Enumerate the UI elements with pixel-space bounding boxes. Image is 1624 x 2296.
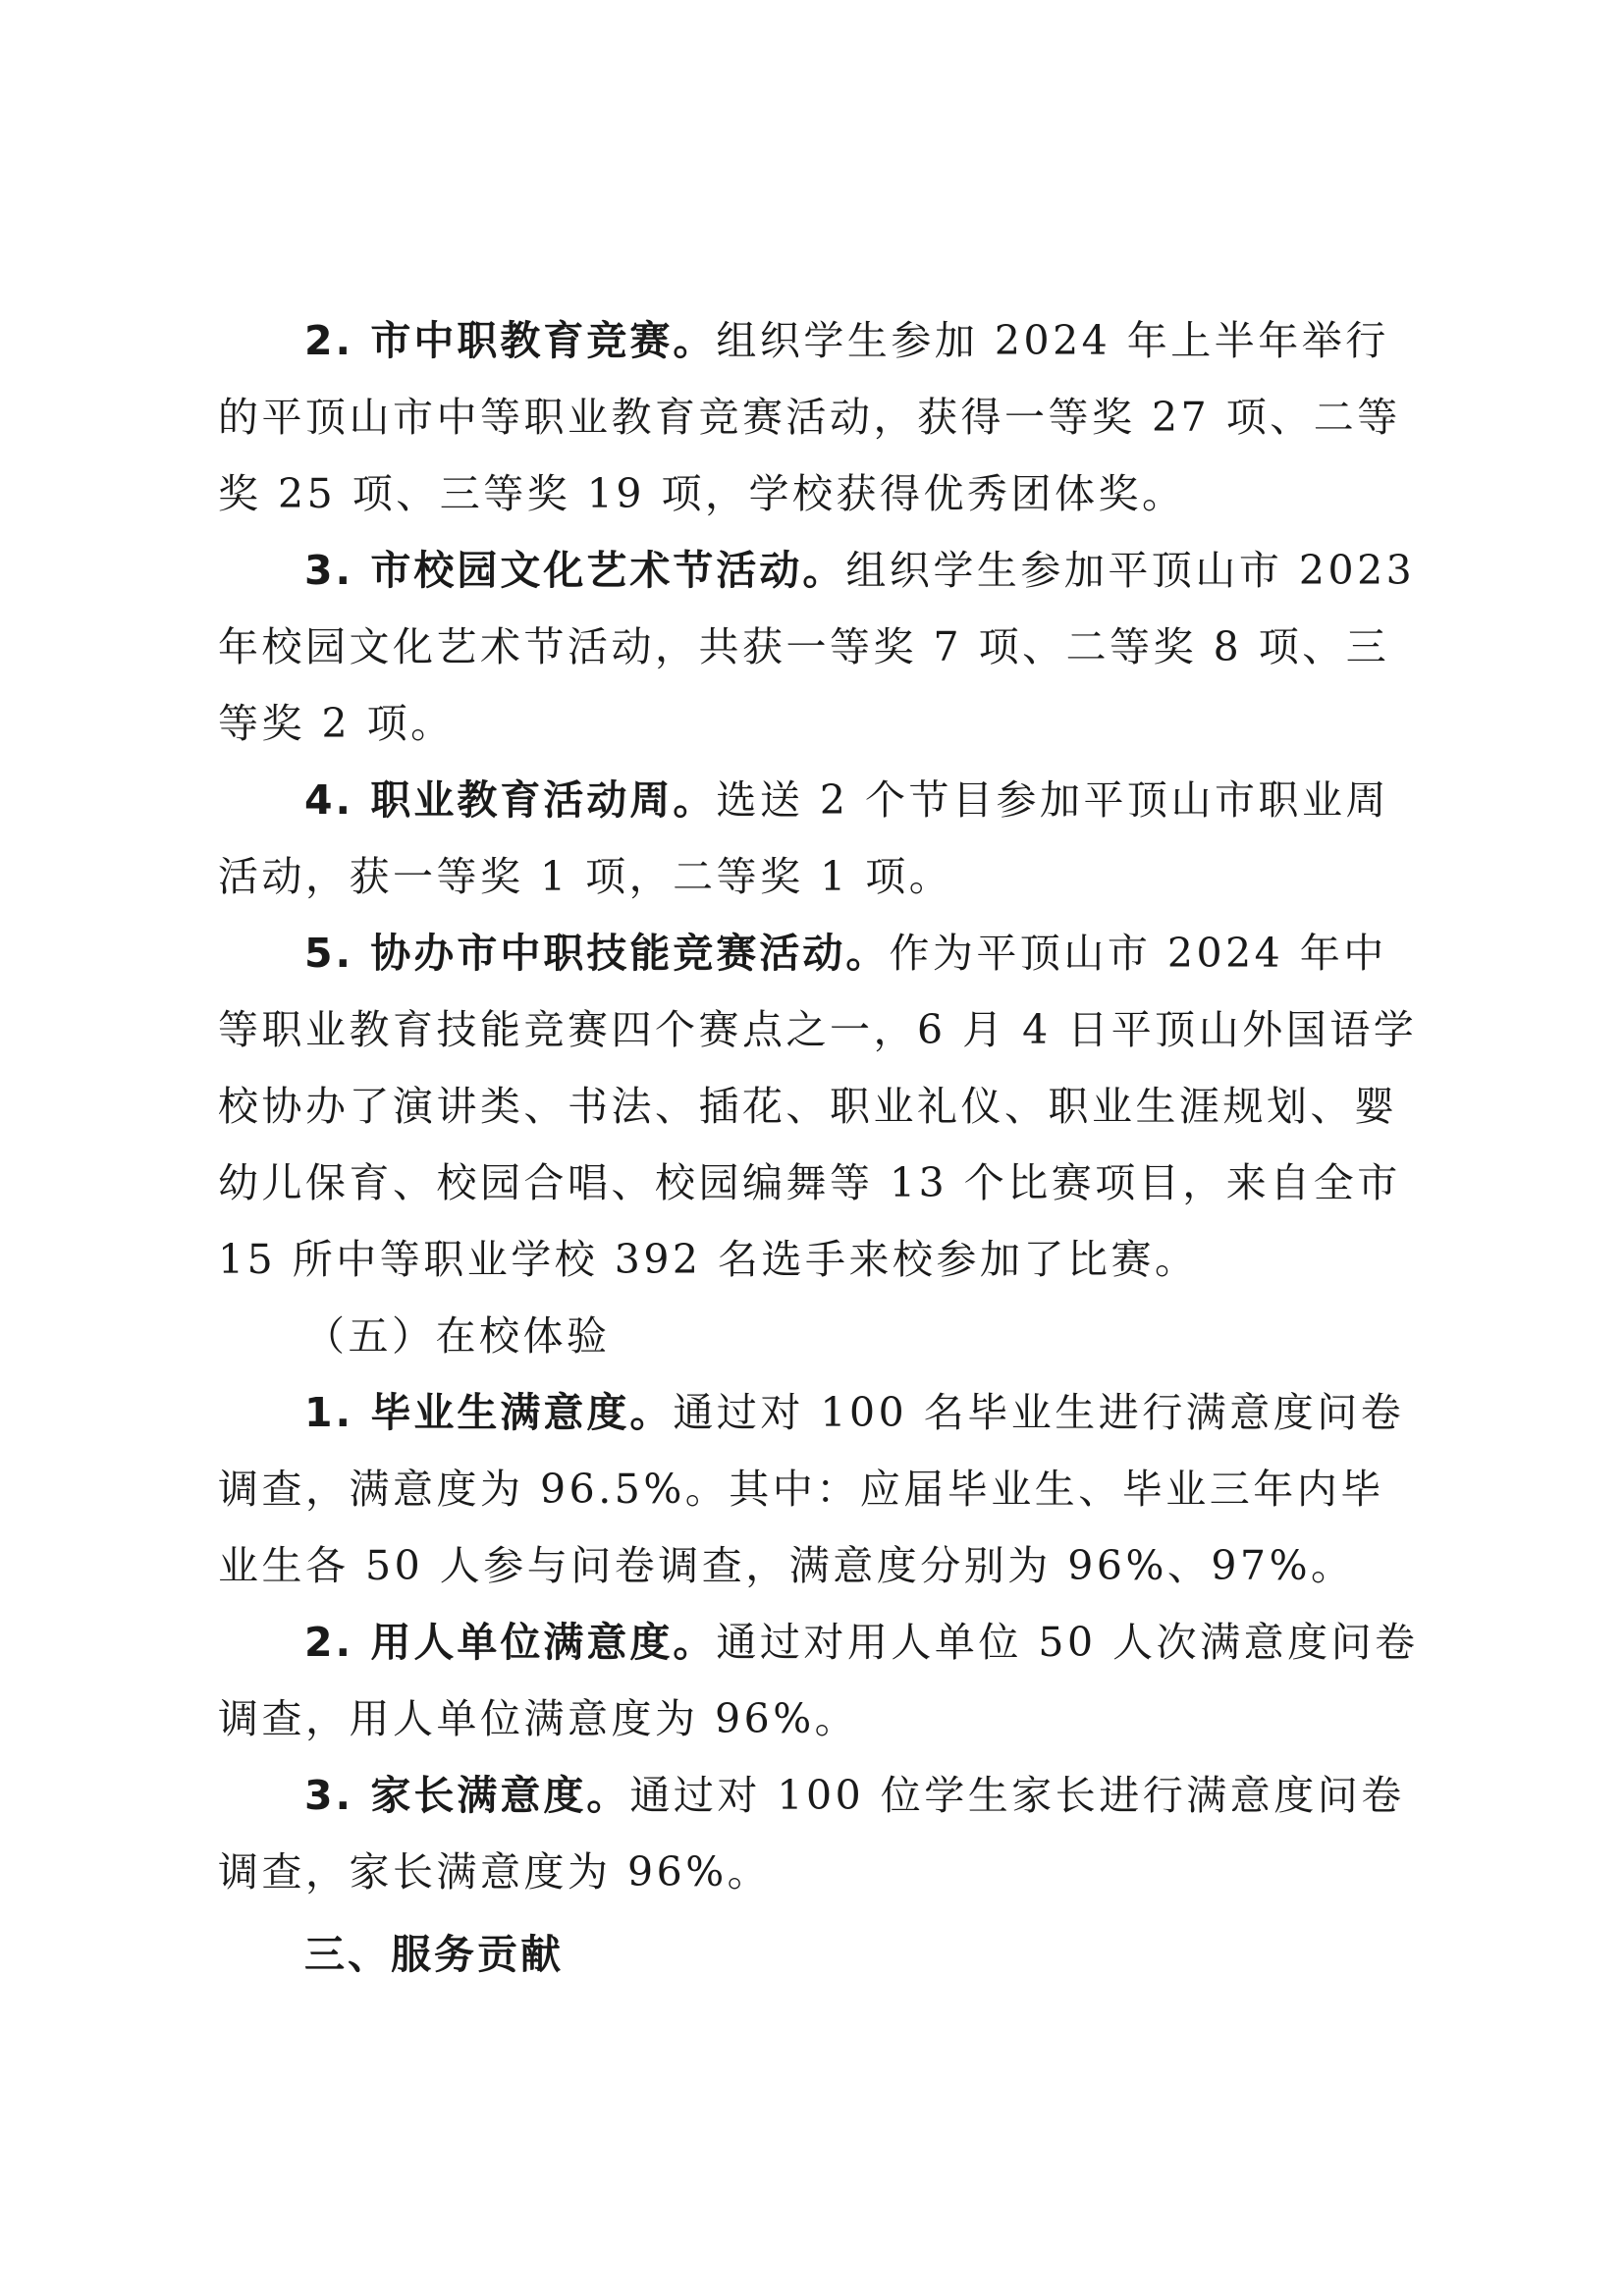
paragraph-heading: 4. 职业教育活动周。 (304, 776, 717, 824)
paragraph-body: 组织学生参加平顶山市 2023 年校园文化艺术节活动，共获一等奖 7 项、二等奖 8 项、三等奖 2 项。 (218, 547, 1416, 747)
paragraph-parent-satisfaction (218, 1757, 1426, 1910)
paragraph-heading: 3. 市校园文化艺术节活动。 (304, 547, 846, 594)
paragraph-body: 选送 2 个节目参加平顶山市职业周活动，获一等奖 1 项，二等奖 1 项。 (218, 776, 1390, 900)
paragraph-heading: 3. 家长满意度。 (304, 1772, 630, 1819)
section-heading-service-contribution: 三、服务贡献 (304, 1931, 564, 1978)
sub-heading-campus-experience: （五）在校体验 (304, 1312, 611, 1360)
paragraph-employer-satisfaction (218, 1604, 1426, 1757)
document-body (218, 302, 1426, 1993)
paragraph-heading: 2. 市中职教育竞赛。 (304, 317, 717, 364)
paragraph-body: 组织学生参加 2024 年上半年举行的平顶山市中等职业教育竞赛活动，获得一等奖 27 项、二等奖 25 项、三等奖 19 项，学校获得优秀团体奖。 (218, 317, 1401, 517)
paragraph-co-host-skills-competition (218, 915, 1426, 1298)
paragraph-body: 作为平顶山市 2024 年中等职业教育技能竞赛四个赛点之一，6 月 4 日平顶山外国语学校协办了演讲类、书法、插花、职业礼仪、职业生涯规划、婴幼儿保育、校园合唱、校园编舞等 13 个比赛项目，来自全市 15 所中等职业学校 392 名选手来校参加了比赛。 (218, 930, 1418, 1283)
paragraph-heading: 2. 用人单位满意度。 (304, 1619, 717, 1666)
paragraph-heading: 5. 协办市中职技能竞赛活动。 (304, 930, 890, 977)
paragraph-campus-art-festival (218, 532, 1426, 762)
paragraph-heading: 1. 毕业生满意度。 (304, 1389, 674, 1436)
paragraph-body: 通过对 100 名毕业生进行满意度问卷调查，满意度为 96.5%。其中：应届毕业生、毕业三年内毕业生各 50 人参与问卷调查，满意度分别为 96%、97%。 (218, 1389, 1405, 1589)
paragraph-vocational-activity-week (218, 762, 1426, 915)
paragraph-graduate-satisfaction (218, 1374, 1426, 1604)
paragraph-city-vocational-competition (218, 302, 1426, 532)
paragraph-body: 通过对用人单位 50 人次满意度问卷调查，用人单位满意度为 96%。 (218, 1619, 1419, 1742)
paragraph-body: 通过对 100 位学生家长进行满意度问卷调查，家长满意度为 96%。 (218, 1772, 1405, 1896)
